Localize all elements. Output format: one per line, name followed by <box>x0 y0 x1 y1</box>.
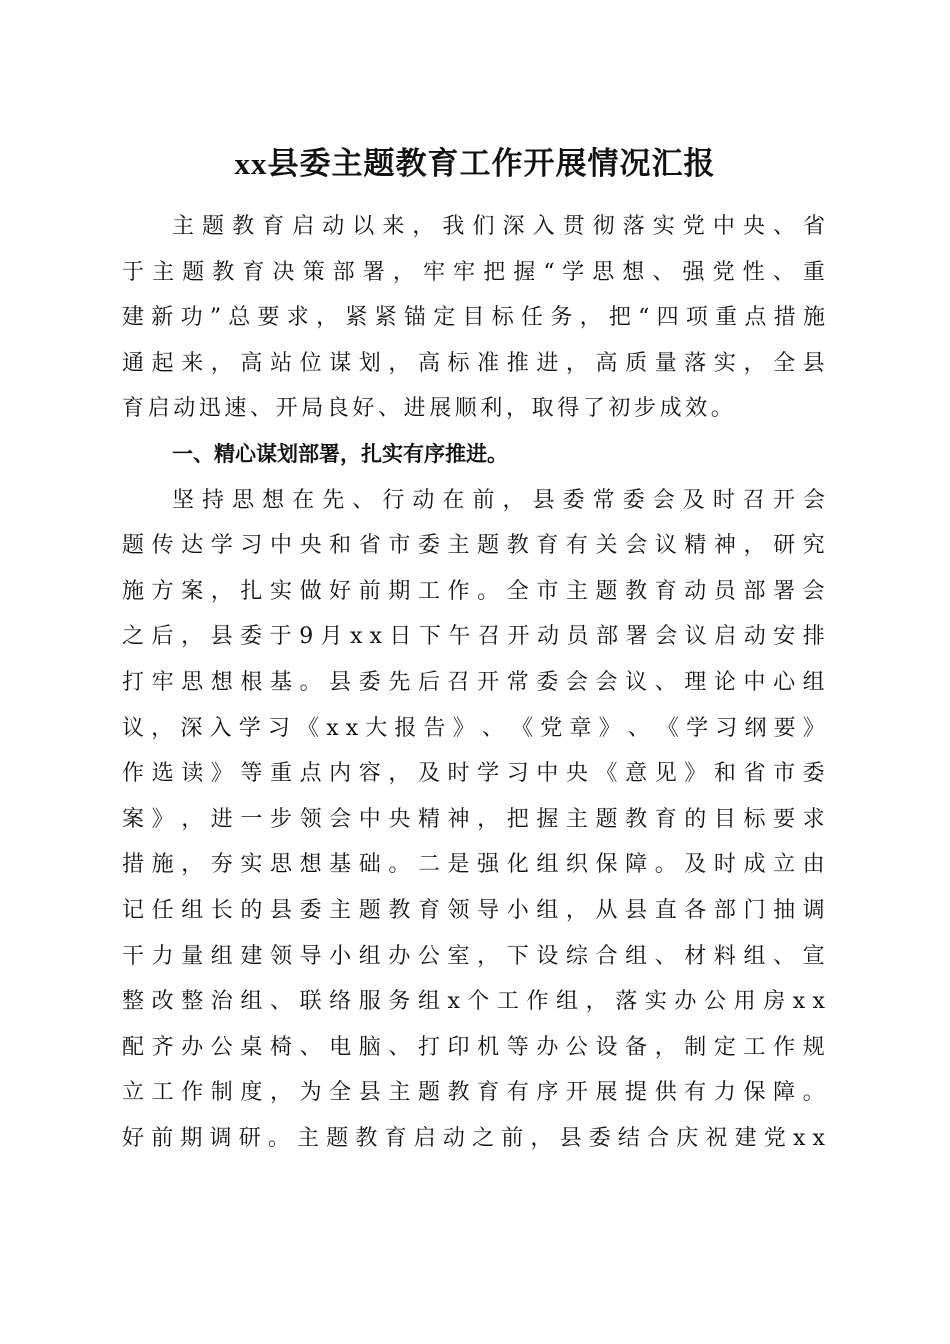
paragraph-line: 干 力 量 组 建 领 导 小 组 办 公 室 ， 下 设 综 合 组 、 材 料 组 、 宣 <box>122 943 825 969</box>
paragraph-line: 题 传 达 学 习 中 央 和 省 市 委 主 题 教 育 有 关 会 议 精 神 ， 研 究 <box>122 533 825 559</box>
paragraph-line: 育启动迅速、开局良好、进展顺利，取得了初步成效。 <box>122 396 737 422</box>
paragraph-line: 案 》 ， 进 一 步 领 会 中 央 精 神 ， 把 握 主 题 教 育 的 目 标 要 求 <box>122 806 825 832</box>
document-title: xx县委主题教育工作开展情况汇报 <box>234 146 716 181</box>
paragraph-line: 立 工 作 制 度 ， 为 全 县 主 题 教 育 有 序 开 展 提 供 有 力 保 障 。 <box>122 1080 825 1106</box>
paragraph-line: 好 前 期 调 研 。 主 题 教 育 启 动 之 前 ， 县 委 结 合 庆 祝 建 党 x x <box>122 1125 825 1151</box>
paragraph-line: 打 牢 思 想 根 基 。 县 委 先 后 召 开 常 委 会 会 议 、 理 论 中 心 组 <box>122 669 825 695</box>
section-heading: 一、精心谋划部署，扎实有序推进。 <box>172 441 508 466</box>
paragraph-line: 作 选 读 》 等 重 点 内 容 ， 及 时 学 习 中 央 《 意 见 》 和 省 市 委 <box>122 761 825 787</box>
paragraph-line: 于 主 题 教 育 决 策 部 署 ， 牢 牢 把 握 “ 学 思 想 、 强 党 性 、 重 <box>122 259 825 285</box>
paragraph-line: 通 起 来 ， 高 站 位 谋 划 ， 高 标 准 推 进 ， 高 质 量 落 实 ， 全 县 <box>122 350 825 376</box>
document-body <box>122 204 825 1161</box>
paragraph-line: 配 齐 办 公 桌 椅 、 电 脑 、 打 印 机 等 办 公 设 备 ， 制 定 工 作 规 <box>122 1034 825 1060</box>
paragraph-line: 建 新 功 ” 总 要 求 ， 紧 紧 锚 定 目 标 任 务 ， 把 “ 四 项 重 点 措 施 <box>122 305 825 331</box>
paragraph-line: 措 施 ， 夯 实 思 想 基 础 。 二 是 强 化 组 织 保 障 。 及 时 成 立 由 <box>122 852 825 878</box>
paragraph-line: 之 后 ， 县 委 于 9 月 x x 日 下 午 召 开 动 员 部 署 会 议 启 动 安 排 <box>122 624 825 650</box>
paragraph-line: 施 方 案 ， 扎 实 做 好 前 期 工 作 。 全 市 主 题 教 育 动 员 部 署 会 <box>122 578 825 604</box>
section-paragraph <box>122 478 825 1162</box>
paragraph-line: 坚 持 思 想 在 先 、 行 动 在 前 ， 县 委 常 委 会 及 时 召 开 会 <box>172 487 825 513</box>
paragraph-line: 议 ， 深 入 学 习 《 x x 大 报 告 》 、 《 党 章 》 、 《 学 习 纲 要 》 <box>122 715 825 741</box>
paragraph-line: 整 改 整 治 组 、 联 络 服 务 组 x 个 工 作 组 ， 落 实 办 公 用 房 x x <box>122 989 825 1015</box>
paragraph-line: 主 题 教 育 启 动 以 来 ， 我 们 深 入 贯 彻 落 实 党 中 央 、 省 <box>172 214 825 239</box>
paragraph-line: 记 任 组 长 的 县 委 主 题 教 育 领 导 小 组 ， 从 县 直 各 部 门 抽 调 <box>122 897 825 923</box>
intro-paragraph <box>122 204 825 432</box>
